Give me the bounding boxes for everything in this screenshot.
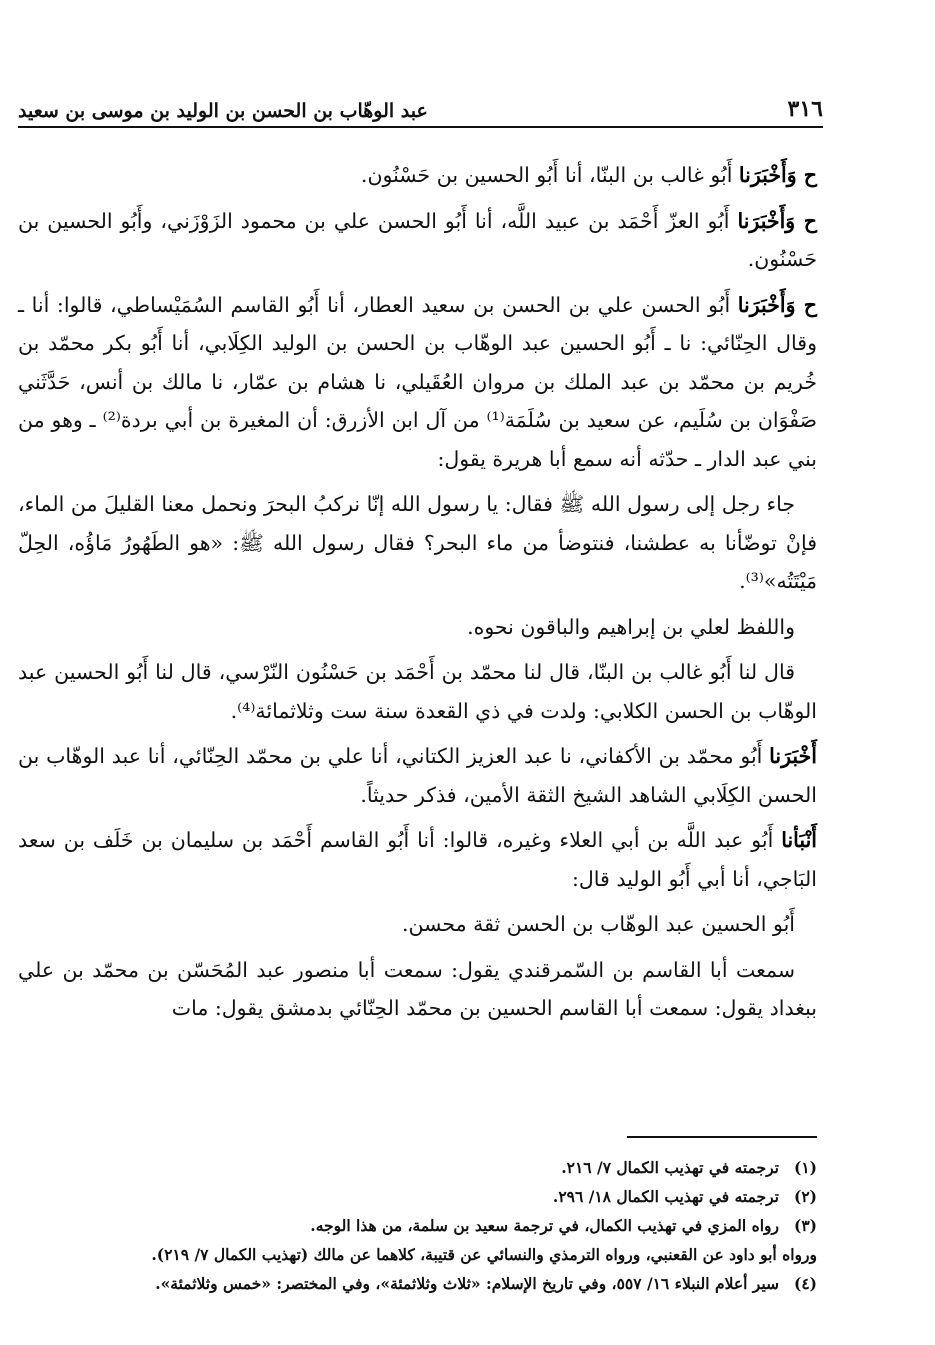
transmission-keyword: ح وَأَخْبَرَنا bbox=[737, 292, 818, 317]
footnote-separator bbox=[627, 1136, 817, 1138]
transmission-keyword: أَنْبَأنا bbox=[781, 828, 817, 852]
transmission-keyword: ح وَأَخْبَرَنا bbox=[738, 163, 817, 187]
footnote bbox=[18, 1182, 817, 1211]
footnote-text: سير أعلام النبلاء ١٦/ ٥٥٧، وفي تاريخ الإسلام: «ثلاث وثلاثمئة»، وفي المختصر: «خمس وثلاثمئة». bbox=[155, 1274, 779, 1293]
paragraph-text: أَبُو الحسين عبد الوهّاب بن الحسن ثقة محسن. bbox=[402, 912, 795, 936]
footnote-text: ترجمته في تهذيب الكمال ١٨/ ٢٩٦. bbox=[552, 1187, 779, 1206]
footnotes bbox=[18, 1153, 817, 1298]
footnote-number: (٢) bbox=[793, 1187, 817, 1206]
paragraph-text: قال لنا أَبُو غالب بن البنّا، قال لنا محمّد بن أَحْمَد بن حَسْنُون النّرْسي، قال لنا أَبُو الحسين عبد الوهّاب بن الحسن الكلابي: ولدت في ذي القعدة سنة ست وثلاثمائة⁽⁴⁾. bbox=[18, 660, 817, 723]
paragraph-text: أَبُو الحسن علي بن الحسن بن سعيد العطار، أنا أَبُو القاسم السُمَيْساطي، قالوا: أنا ـ وقال الحِنّائي: نا ـ أَبُو الحسين عبد الوهّاب بن الحسن بن الوليد الكِلَابي، أنا أَبُو بكر محمّد بن خُريم بن محمّد بن عبد الملك بن مروان العُقَيلي، نا هشام بن عمّار، نا مالك بن أنس، حَدَّثَني صَفْوَان بن سُلَيم، عن سعيد بن سُلَمَة⁽¹⁾ من آل ابن الأزرق: أن المغيرة بن أبي بردة⁽²⁾ ـ وهو من بني عبد الدار ـ حدّثه أنه سمع أبا هريرة يقول: bbox=[18, 292, 817, 471]
footnote bbox=[18, 1153, 817, 1182]
paragraph bbox=[18, 821, 817, 898]
paragraph bbox=[18, 156, 817, 195]
paragraph bbox=[18, 608, 817, 647]
footnote bbox=[18, 1211, 817, 1240]
footnote-text: ترجمته في تهذيب الكمال ٧/ ٢١٦. bbox=[561, 1158, 779, 1177]
hadith-text bbox=[18, 485, 817, 601]
running-title: عبد الوهّاب بن الحسن بن الوليد بن موسى بن سعيد bbox=[18, 100, 428, 122]
paragraph-text: أَبُو عبد اللَّه بن أبي العلاء وغيره، قالوا: أنا أَبُو القاسم أَحْمَد بن سليمان بن خَلَف بن سعد البَاجي، أنا أبي أَبُو الوليد قال: bbox=[18, 828, 817, 891]
paragraph-text: أَبُو العزّ أَحْمَد بن عبيد اللَّه، أنا أَبُو الحسن علي بن محمود الزَوْزَني، وأَبُو الحسين بن حَسْنُون. bbox=[18, 208, 817, 271]
paragraph bbox=[18, 737, 817, 814]
footnote-number: (١) bbox=[793, 1158, 817, 1177]
main-text bbox=[18, 156, 817, 1035]
transmission-keyword: ح وَأَخْبَرَنا bbox=[737, 208, 817, 233]
paragraph-text: أَبُو غالب بن البنّا، أنا أَبُو الحسين بن حَسْنُون. bbox=[360, 163, 739, 187]
paragraph bbox=[18, 905, 817, 944]
footnote-number: (٣) bbox=[793, 1216, 817, 1235]
transmission-keyword: أَخْبَرَنا bbox=[769, 744, 817, 768]
paragraph-text: أَبُو محمّد بن الأكفاني، نا عبد العزيز الكتاني، أنا علي بن محمّد الحِنّائي، أنا عبد الوهّاب بن الحسن الكِلَابي الشاهد الشيخ الثقة الأمين، فذكر حديثاً. bbox=[18, 744, 817, 807]
paragraph bbox=[18, 951, 817, 1028]
footnote-text: رواه المزي في تهذيب الكمال، في ترجمة سعيد بن سلمة، من هذا الوجه. bbox=[310, 1216, 779, 1235]
paragraph bbox=[18, 202, 817, 279]
footnote-text: ورواه أبو داود عن القعنبي، ورواه الترمذي والنسائي عن قتيبة، كلاهما عن مالك (تهذيب الكمال ٧/ ٢١٩). bbox=[151, 1245, 817, 1264]
paragraph-text: سمعت أبا القاسم بن السّمرقندي يقول: سمعت أبا منصور عبد المُحَسّن بن محمّد بن علي ببغداد يقول: سمعت أبا القاسم الحسين بن محمّد الحِنّائي بدمشق يقول: مات bbox=[18, 957, 817, 1020]
paragraph bbox=[18, 653, 817, 730]
footnote bbox=[18, 1269, 817, 1298]
paragraph bbox=[18, 286, 817, 479]
running-header bbox=[18, 92, 823, 128]
footnote-number: (٤) bbox=[793, 1274, 817, 1293]
page-number: ٣١٦ bbox=[787, 96, 823, 122]
footnote-continuation bbox=[18, 1240, 817, 1269]
paragraph-text: واللفظ لعلي بن إبراهيم والباقون نحوه. bbox=[467, 614, 795, 639]
paragraph-text: جاء رجل إلى رسول الله ﷺ فقال: يا رسول الله إنّا نركبُ البحرَ ونحمل معنا القليلَ من الماء، فإنْ توضّأنا به عطشنا، فنتوضأ من ماء البحر؟ فقال رسول الله ﷺ: «هو الطَهُورُ مَاؤُه، الحِلّ مَيْتَتُه»⁽³⁾. bbox=[18, 492, 817, 593]
